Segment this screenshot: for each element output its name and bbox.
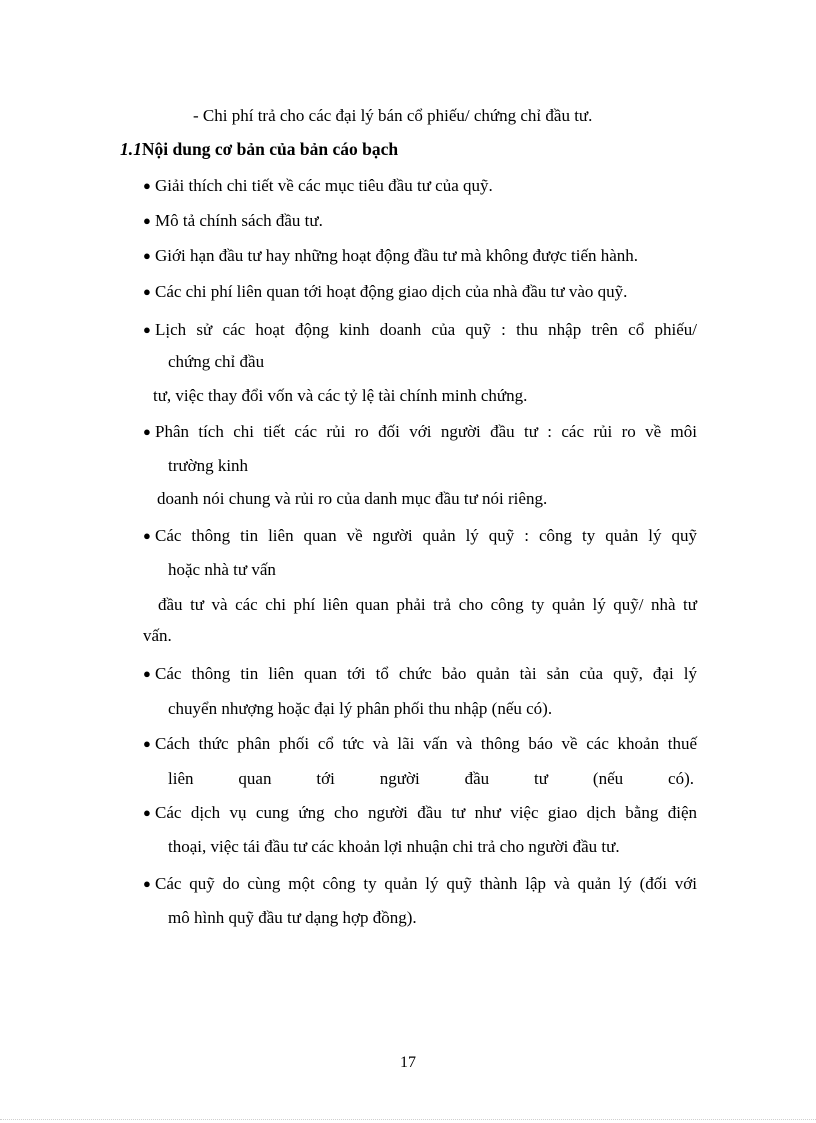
list-item (143, 803, 697, 823)
list-item-continuation: chứng chỉ đầu (168, 352, 265, 371)
bullet-icon: ● (143, 284, 151, 299)
page-number: 17 (400, 1054, 416, 1071)
list-item-continuation: đầu tư và các chi phí liên quan phải trả cho công ty quản lý quỹ/ nhà tư (158, 595, 697, 614)
section-number: 1.1 (120, 139, 142, 159)
list-item-continuation: vấn. (143, 626, 172, 645)
list-item-continuation: thoại, việc tái đầu tư các khoản lợi nhuận chi trả cho người đầu tư. (168, 837, 620, 856)
list-item (143, 211, 323, 231)
bullet-icon: ● (143, 322, 151, 337)
list-item (143, 526, 697, 546)
bullet-icon: ● (143, 528, 151, 543)
list-item (143, 422, 697, 442)
bullet-icon: ● (143, 424, 151, 439)
list-item-continuation: liên quan tới người đầu tư (nếu có). (168, 769, 694, 788)
list-item-text: Mô tả chính sách đầu tư. (155, 211, 323, 230)
list-item-text: Phân tích chi tiết các rủi ro đối với người đầu tư : các rủi ro về môi (155, 422, 697, 441)
list-item-text: Các thông tin liên quan tới tổ chức bảo quản tài sản của quỹ, đại lý (155, 664, 697, 683)
list-item-text: Lịch sử các hoạt động kinh doanh của quỹ : thu nhập trên cổ phiếu/ (155, 320, 697, 339)
bullet-icon: ● (143, 213, 151, 228)
list-item-continuation: chuyển nhượng hoặc đại lý phân phối thu nhập (nếu có). (168, 699, 553, 718)
list-item-continuation: trường kinh (168, 456, 249, 475)
bullet-icon: ● (143, 248, 151, 263)
bullet-icon: ● (143, 736, 151, 751)
top-line: - Chi phí trả cho các đại lý bán cổ phiếu/ chứng chỉ đầu tư. (193, 106, 593, 125)
list-item-continuation: hoặc nhà tư vấn (168, 560, 276, 579)
list-item-text: Giải thích chi tiết về các mục tiêu đầu tư của quỹ. (155, 176, 493, 195)
list-item-text: Các dịch vụ cung ứng cho người đầu tư như việc giao dịch bằng điện (155, 803, 697, 822)
list-item-continuation: doanh nói chung và rủi ro của danh mục đầu tư nói riêng. (157, 489, 548, 508)
list-item-text: Các chi phí liên quan tới hoạt động giao dịch của nhà đầu tư vào quỹ. (155, 282, 628, 301)
list-item (143, 246, 638, 266)
list-item-continuation: tư, việc thay đổi vốn và các tỷ lệ tài chính minh chứng. (153, 386, 528, 405)
list-item-text: Cách thức phân phối cổ tức và lãi vấn và thông báo về các khoản thuế (155, 734, 697, 753)
section-heading (120, 139, 398, 159)
list-item-text: Các thông tin liên quan về người quản lý quỹ : công ty quản lý quỹ (155, 526, 697, 545)
bullet-icon: ● (143, 178, 151, 193)
list-item (143, 176, 493, 196)
footer-divider (0, 1119, 816, 1120)
list-item-continuation: mô hình quỹ đầu tư dạng hợp đồng). (168, 908, 417, 927)
section-title: Nội dung cơ bản của bản cáo bạch (141, 139, 399, 159)
list-item-text: Các quỹ do cùng một công ty quản lý quỹ thành lập và quản lý (đối với (155, 874, 697, 893)
bullet-icon: ● (143, 876, 151, 891)
bullet-icon: ● (143, 805, 151, 820)
list-item-text: Giới hạn đầu tư hay những hoạt động đầu tư mà không được tiến hành. (155, 246, 639, 265)
list-item (143, 874, 697, 894)
list-item (143, 320, 697, 340)
list-item (143, 734, 697, 754)
list-item (143, 282, 627, 302)
bullet-icon: ● (143, 666, 151, 681)
list-item (143, 664, 697, 684)
